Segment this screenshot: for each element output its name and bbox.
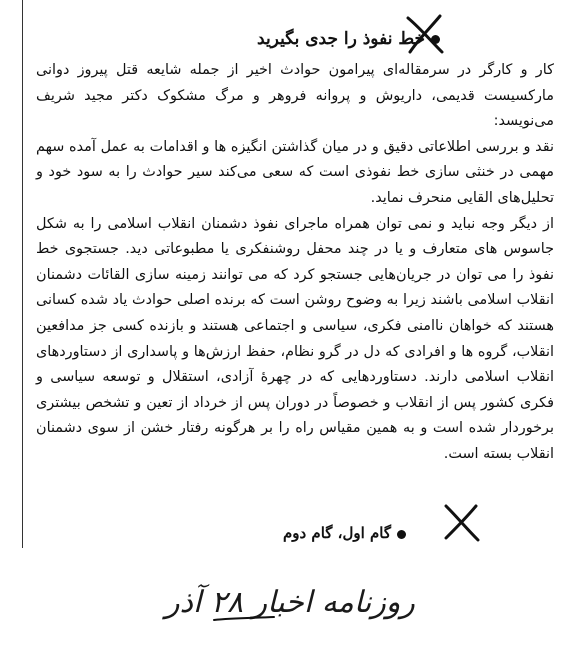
headline-text: خط نفوذ را جدی بگیرید xyxy=(257,29,425,49)
handwritten-underline-icon xyxy=(212,612,276,624)
bullet-dot-icon xyxy=(431,35,440,44)
handwritten-source-note: روزنامه اخبار ۲۸ آذر xyxy=(165,585,415,620)
article-subheading xyxy=(196,518,406,548)
paragraph: از دیگر وجه نباید و نمی توان همراه ماجرای نفوذ دشمنان انقلاب اسلامی را به شکل جاسوس های متعارف و یا در چند محفل روشنفکری یا مطبوعاتی دید. جستجوی خط نفوذ را می توان در جریان‌هایی جستجو کرد که می توانند زمینه سازی القائات دشمنان انقلاب اسلامی باشند زیرا به وضوح روشن است که برنده اصلی حوادث یاد شده کسانی هستند که خواهان ناامنی فکری، سیاسی و اجتماعی هستند و بازنده کسی جز مدافعین انقلاب، گروه ها و افرادی که دل در گرو نظام، حفظ ارزش‌ها و پاسداری از دستاوردهای انقلاب اسلامی دارند. دستاوردهایی که در چهرهٔ آزادی، استقلال و توسعه سیاسی و فکری کشور پس از انقلاب و خصوصاً در دوران پس از خرداد از تعین و تشخص بیشتری برخوردار شده است و به همین مقیاس راه را بر هرگونه رفتار خشن از سوی دشمنان انقلاب بسته است. xyxy=(36,215,554,462)
clipping-cut-edge xyxy=(22,0,23,548)
paragraph: کار و کارگر در سرمقاله‌ای پیرامون حوادث اخیر از جمله شایعه قتل پیروز دوانی مارکسیست قدیمی، داریوش و پروانه فروهر و مرگ مشکوک دکتر مجید شریف می‌نویسد: xyxy=(36,62,554,130)
handwritten-x-mark-icon xyxy=(440,500,484,544)
paragraph: نقد و بررسی اطلاعاتی دقیق و در میان گذاشتن انگیزه ها و اقدامات به عمل آمده سهم مهمی در خنثی سازی خط نفوذی است که سعی می‌کند سیر حوادث را به سود خود و تحلیل‌های القایی منحرف نماید. xyxy=(36,138,554,206)
article-body xyxy=(36,58,554,468)
bullet-dot-icon xyxy=(397,530,406,539)
subheading-text: گام اول، گام دوم xyxy=(282,524,391,542)
article-headline xyxy=(200,20,440,58)
